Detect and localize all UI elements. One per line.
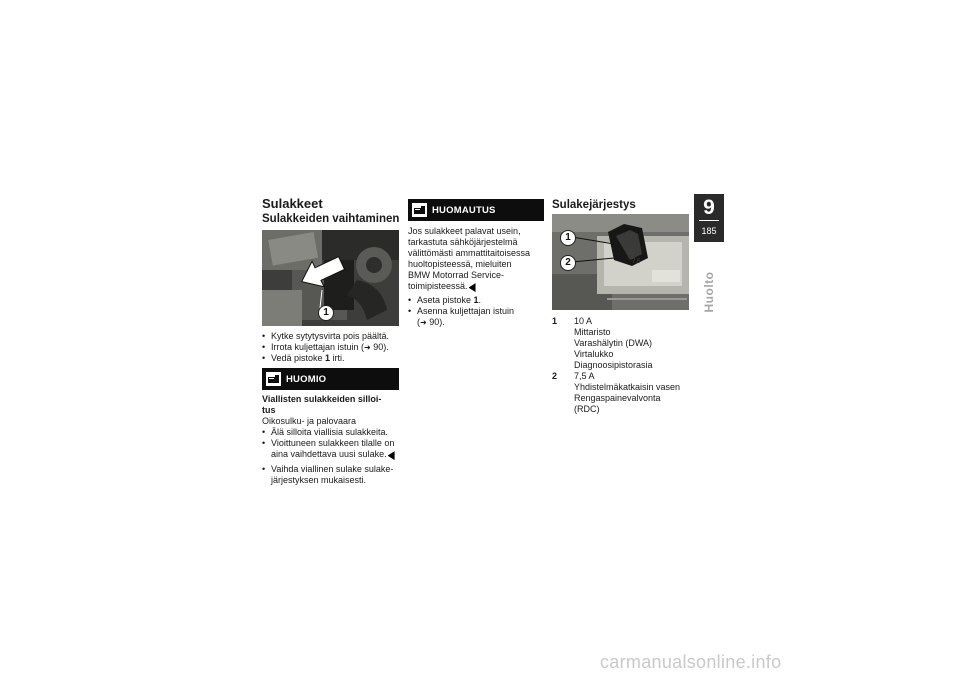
- callout-1: 1: [560, 230, 576, 246]
- fuse-connector-photo: [262, 230, 399, 326]
- fuse-circuit: Yhdistelmäkatkaisin vasen: [574, 382, 681, 392]
- list-item: • Irrota kuljettajan istuin (➜ 90).: [262, 342, 402, 353]
- end-marker-icon: [469, 283, 476, 292]
- section-heading-fuse-replacement: Sulakkeiden vaihtaminen: [262, 213, 400, 225]
- fuse-details: [574, 316, 653, 371]
- callout-2: 2: [560, 255, 576, 271]
- text-line: toimipisteessä.: [408, 281, 548, 292]
- fuse-box-photo: [552, 214, 689, 310]
- list-item: • Aseta pistoke 1.: [408, 295, 548, 306]
- list-item: • Vioittuneen sulakkeen tilalle on aina vaihdettava uusi sulake.: [262, 438, 402, 460]
- fuse-circuit: Diagnoosipistorasia: [574, 360, 653, 370]
- fuse-details: [574, 371, 680, 415]
- page-ref-arrow-icon: ➜: [364, 343, 371, 352]
- end-marker-icon: [388, 451, 395, 460]
- list-item: • Älä silloita viallisia sulakkeita.: [262, 427, 402, 438]
- list-item: • Kytke sytytysvirta pois päältä.: [262, 331, 402, 342]
- fuse-label-10: 10: [628, 250, 635, 256]
- text-line: Jos sulakkeet palavat usein,: [408, 226, 521, 236]
- callout-1: 1: [318, 305, 334, 321]
- fuse-label-7-5: 7,5: [632, 259, 641, 265]
- fuse-rating: 7,5 A: [574, 371, 595, 381]
- page-title: Sulakkeet: [262, 196, 323, 211]
- huomio-risk: Oikosulku- ja palovaara: [262, 416, 357, 426]
- list-item: • Vedä pistoke 1 irti.: [262, 353, 402, 364]
- fuse-rating: 10 A: [574, 316, 593, 326]
- chapter-divider: [699, 220, 719, 221]
- replacement-steps: [262, 331, 402, 364]
- page-number: 185: [701, 226, 717, 236]
- text-line: BMW Motorrad Service-: [408, 270, 505, 280]
- huomautus-notice-bar: HUOMAUTUS: [408, 199, 544, 221]
- fuse-circuit: Mittaristo: [574, 327, 611, 337]
- chapter-name-vertical: Huolto: [702, 271, 716, 313]
- fuse-circuit: Varashälytin (DWA): [574, 338, 653, 348]
- page-ref-arrow-icon: ➜: [420, 318, 427, 327]
- fuse-number: 1: [552, 316, 558, 326]
- huomautus-content: [408, 226, 548, 328]
- fuse-circuit: (RDC): [574, 404, 600, 414]
- text-line: tarkastuta sähköjärjestelmä: [408, 237, 518, 247]
- huomio-title: Viallisten sulakkeiden silloi- tus: [262, 394, 382, 415]
- fuse-circuit: Virtalukko: [574, 349, 614, 359]
- list-item: • Asenna kuljettajan istuin (➜ 90).: [408, 306, 548, 328]
- chapter-number: 9: [703, 196, 715, 219]
- notice-hand-icon: [412, 203, 427, 217]
- list-item: • Vaihda viallinen sulake sulake- järjestyksen mukaisesti.: [262, 464, 402, 486]
- watermark: carmanualsonline.info: [600, 652, 782, 672]
- section-heading-fuse-layout: Sulakejärjestys: [552, 199, 636, 211]
- text-line: välittömästi ammattitaitoisessa: [408, 248, 531, 258]
- text-line: huoltopisteessä, mieluiten: [408, 259, 512, 269]
- fuse-number: 2: [552, 371, 558, 381]
- notice-hand-icon: [266, 372, 281, 386]
- fuse-circuit: Rengaspainevalvonta: [574, 393, 661, 403]
- fuse-entry-1: [552, 316, 680, 371]
- fuse-entry-2: [552, 371, 680, 415]
- huomio-notice-bar: HUOMIO: [262, 368, 399, 390]
- fuse-list: [552, 316, 680, 415]
- huomio-content: [262, 394, 402, 486]
